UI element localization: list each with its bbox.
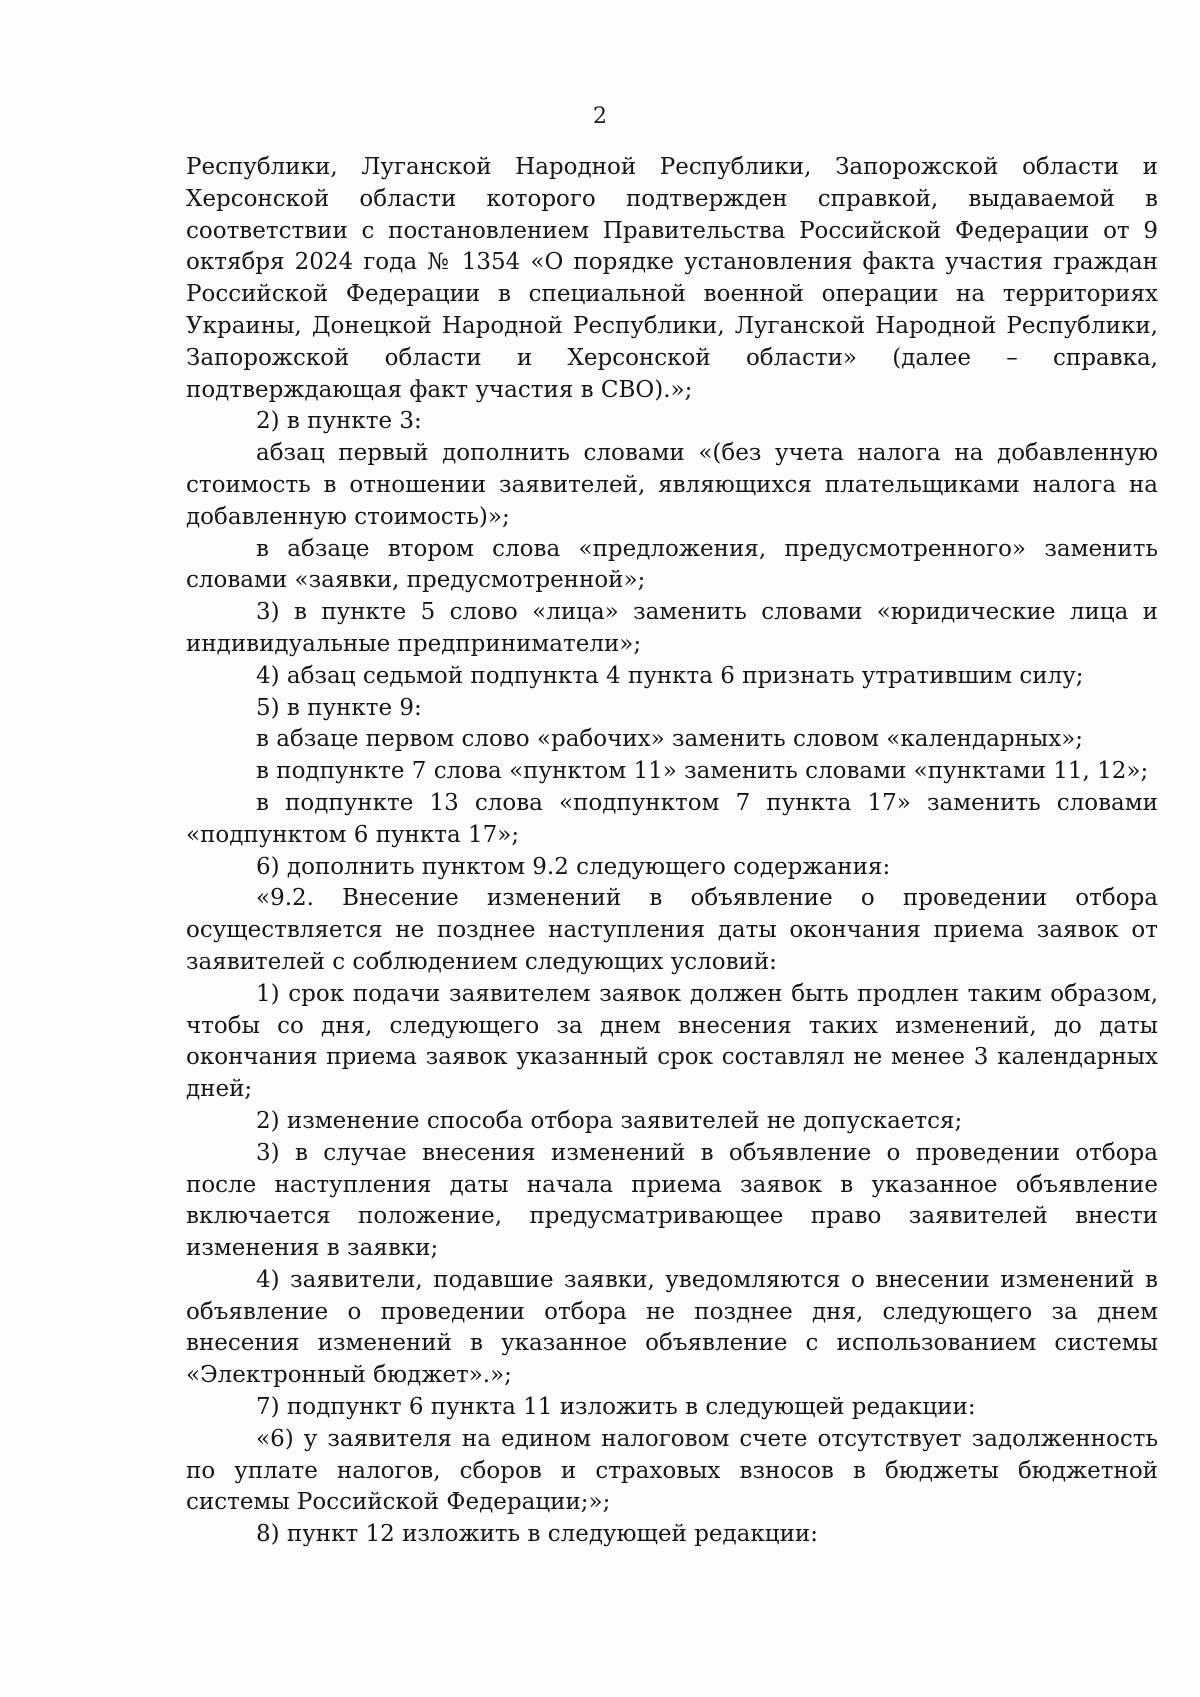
- paragraph: в абзаце втором слова «предложения, предусмотренного» заменить словами «заявки, предусмотренной»;: [186, 535, 1158, 594]
- paragraph: 2) изменение способа отбора заявителей не допускается;: [256, 1107, 963, 1134]
- paragraph: 5) в пункте 9:: [256, 694, 422, 721]
- paragraph: 3) в случае внесения изменений в объявление о проведении отбора после наступления даты начала приема заявок в указанное объявление включается положение, предусматривающее право заявителей внести изменения в заявки;: [186, 1139, 1158, 1262]
- document-body: [186, 152, 1158, 1551]
- paragraph: 1) срок подачи заявителем заявок должен быть продлен таким образом, чтобы со дня, следующего за днем внесения таких изменений, до даты окончания приема заявок указанный срок составлял не менее 3 календарных дней;: [186, 980, 1158, 1103]
- paragraph: в подпункте 7 слова «пунктом 11» заменить словами «пунктами 11, 12»;: [256, 758, 1149, 785]
- paragraph: 8) пункт 12 изложить в следующей редакции:: [256, 1521, 818, 1548]
- paragraph: «9.2. Внесение изменений в объявление о проведении отбора осуществляется не позднее наступления даты окончания приема заявок от заявителей с соблюдением следующих условий:: [186, 885, 1158, 975]
- paragraph: в абзаце первом слово «рабочих» заменить словом «календарных»;: [256, 726, 1084, 753]
- paragraph: 2) в пункте 3:: [256, 408, 422, 435]
- paragraph: 7) подпункт 6 пункта 11 изложить в следующей редакции:: [256, 1394, 976, 1421]
- paragraph: в подпункте 13 слова «подпунктом 7 пункта 17» заменить словами «подпунктом 6 пункта 17»;: [186, 789, 1158, 848]
- paragraph-continuation: Республики, Луганской Народной Республики, Запорожской области и Херсонской области которого подтвержден справкой, выдаваемой в соответствии с постановлением Правительства Российской Федерации от 9 октября 2024 года № 1354 «О порядке установления факта участия граждан Российской Федерации в специальной военной операции на территориях Украины, Донецкой Народной Республики, Луганской Народной Республики, Запорожской области и Херсонской области» (далее – справка, подтверждающая факт участия в СВО).»;: [186, 154, 1158, 403]
- paragraph: абзац первый дополнить словами «(без учета налога на добавленную стоимость в отношении заявителей, являющихся плательщиками налога на добавленную стоимость)»;: [186, 440, 1158, 530]
- paragraph: «6) у заявителя на едином налоговом счете отсутствует задолженность по уплате налогов, сборов и страховых взносов в бюджеты бюджетной системы Российской Федерации;»;: [186, 1425, 1158, 1516]
- paragraph: 6) дополнить пунктом 9.2 следующего содержания:: [256, 853, 891, 880]
- paragraph: 3) в пункте 5 слово «лица» заменить словами «юридические лица и индивидуальные предприниматели»;: [186, 599, 1158, 657]
- page-number: 2: [593, 104, 607, 129]
- paragraph: 4) заявители, подавшие заявки, уведомляются о внесении изменений в объявление о проведении отбора не позднее дня, следующего за днем внесения изменений в указанное объявление с использованием системы «Электронный бюджет».»;: [186, 1266, 1158, 1389]
- paragraph: 4) абзац седьмой подпункта 4 пункта 6 признать утратившим силу;: [256, 662, 1084, 689]
